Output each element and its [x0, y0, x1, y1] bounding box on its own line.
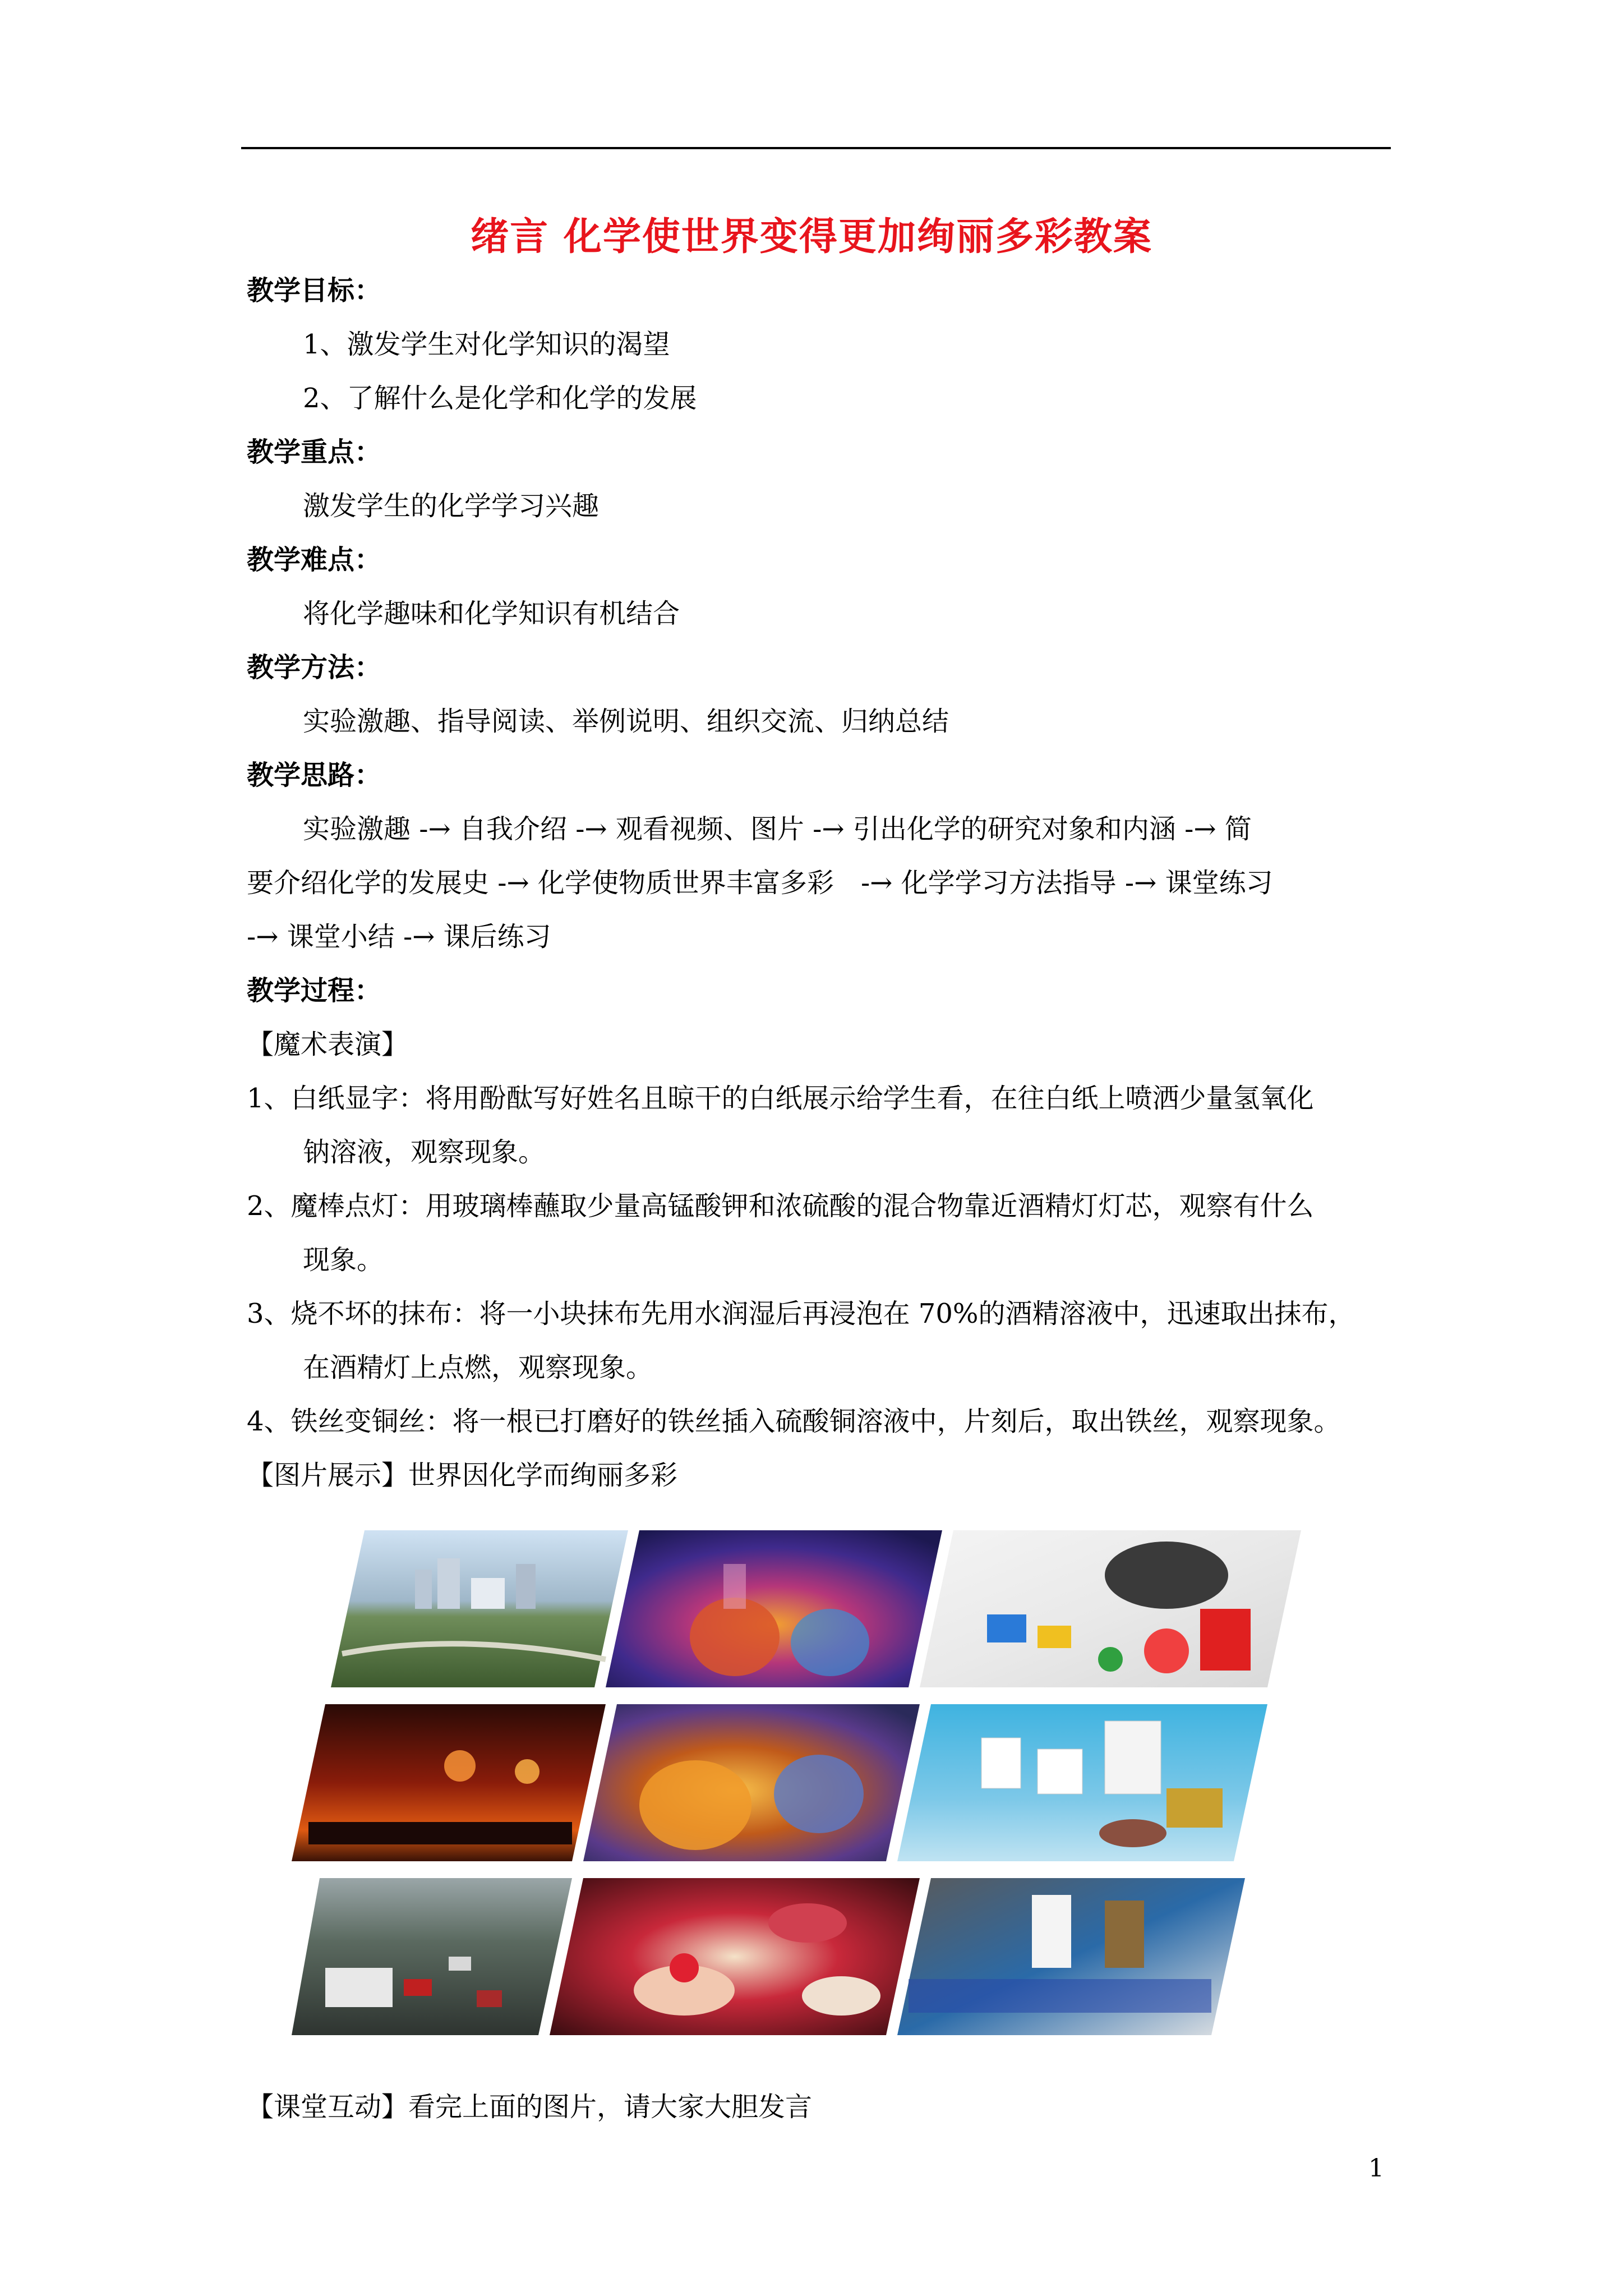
- method-heading: 教学方法：: [247, 652, 382, 683]
- photo-label: 【图片展示】世界因化学而绚丽多彩: [247, 1460, 678, 1491]
- objective-item: 2、了解什么是化学和化学的发展: [303, 383, 697, 414]
- document-title: 绪言 化学使世界变得更加绚丽多彩教案: [471, 214, 1152, 259]
- process-heading: 教学过程：: [247, 975, 382, 1006]
- photo-traffic-road: [292, 1878, 572, 2035]
- magic-item-line: 4、铁丝变铜丝：将一根已打磨好的铁丝插入硫酸铜溶液中，片刻后，取出铁丝，观察现象。: [247, 1406, 1341, 1437]
- key-point-text: 激发学生的化学学习兴趣: [303, 490, 600, 522]
- method-text: 实验激趣、指导阅读、举例说明、组织交流、归纳总结: [303, 706, 949, 737]
- approach-line: -→ 课堂小结 -→ 课后练习: [247, 921, 551, 953]
- photo-medicine-pills: [897, 1704, 1267, 1861]
- magic-item-line: 钠溶液，观察现象。: [303, 1137, 546, 1168]
- interaction-section: [247, 2080, 1402, 2134]
- page-number: 1: [1368, 2154, 1384, 2183]
- photo-plastic-products: [920, 1530, 1301, 1687]
- photo-reagent-bottles: [583, 1704, 920, 1861]
- magic-label: 【魔术表演】: [247, 1029, 409, 1060]
- magic-item-line: 现象。: [303, 1244, 384, 1276]
- header-rule: [241, 147, 1391, 149]
- photo-fireworks: [292, 1704, 606, 1861]
- chemistry-photo-collage: [292, 1530, 1335, 2035]
- key-point-heading: 教学重点：: [247, 436, 382, 468]
- objectives-section: [247, 264, 1402, 1502]
- difficulty-text: 将化学趣味和化学知识有机结合: [303, 598, 680, 629]
- photo-textile-fashion: [897, 1878, 1245, 2035]
- magic-item-line: 1、白纸显字：将用酚酞写好姓名且晾干的白纸展示给学生看，在往白纸上喷洒少量氢氧化: [247, 1083, 1314, 1114]
- interaction-text: 【课堂互动】看完上面的图片，请大家大胆发言: [247, 2091, 813, 2123]
- approach-line: 实验激趣 -→ 自我介绍 -→ 观看视频、图片 -→ 引出化学的研究对象和内涵 -→ 简: [303, 813, 1252, 845]
- photo-colorful-flasks: [606, 1530, 942, 1687]
- approach-line: 要介绍化学的发展史 -→ 化学使物质世界丰富多彩 -→ 化学学习方法指导 -→ 课堂练习: [247, 867, 1273, 899]
- magic-item-line: 2、魔棒点灯：用玻璃棒蘸取少量高锰酸钾和浓硫酸的混合物靠近酒精灯灯芯，观察有什么: [247, 1190, 1314, 1222]
- objectives-heading: 教学目标：: [247, 275, 382, 306]
- approach-heading: 教学思路：: [247, 760, 382, 791]
- difficulty-heading: 教学难点：: [247, 544, 382, 576]
- photo-city-skyline: [331, 1530, 628, 1687]
- photo-food-desserts: [550, 1878, 920, 2035]
- magic-item-line: 3、烧不坏的抹布：将一小块抹布先用水润湿后再浸泡在 70%的酒精溶液中，迅速取出抹布，: [247, 1298, 1355, 1329]
- magic-item-line: 在酒精灯上点燃，观察现象。: [303, 1352, 653, 1383]
- objective-item: 1、激发学生对化学知识的渴望: [303, 329, 670, 360]
